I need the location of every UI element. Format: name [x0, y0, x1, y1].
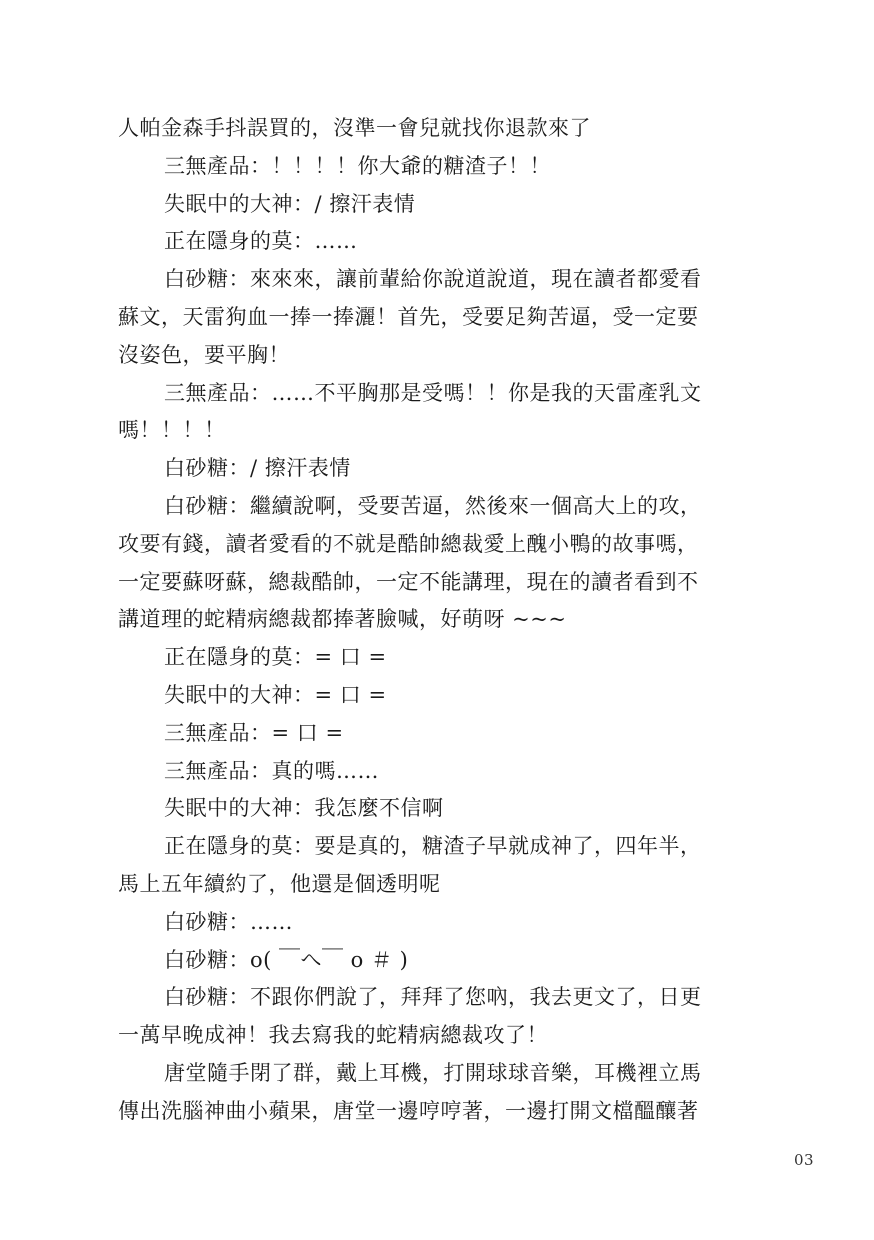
text-line: 白砂糖：…… [164, 909, 293, 934]
text-line: 白砂糖：/ 擦汗表情 [164, 456, 351, 481]
text-line: 白砂糖：來來來，讓前輩給你說道說道，現在讀者都愛看 [164, 267, 702, 292]
text-line: 蘇文，天雷狗血一捧一捧灑！首先，受要足夠苦逼，受一定要 [118, 304, 699, 329]
text-line: 沒姿色，要平胸！ [118, 342, 290, 367]
text-line: 三無產品：= 口 = [164, 720, 344, 745]
page-number: 03 [794, 1151, 815, 1169]
text-line: 一萬早晚成神！我去寫我的蛇精病總裁攻了！ [118, 1023, 548, 1048]
text-line: 正在隱身的莫：要是真的，糖渣子早就成神了，四年半， [164, 834, 702, 859]
text-line: 失眠中的大神：= 口 = [164, 682, 387, 707]
text-line: 三無產品：！！！！你大爺的糖渣子！！ [164, 153, 551, 178]
text-line: 一定要蘇呀蘇，總裁酷帥，一定不能講理，現在的讀者看到不 [118, 569, 699, 594]
text-line: 馬上五年續約了，他還是個透明呢 [118, 871, 441, 896]
text-line: 白砂糖：繼續說啊，受要苦逼，然後來一個高大上的攻， [164, 493, 702, 518]
text-line: 攻要有錢，讀者愛看的不就是酷帥總裁愛上醜小鴨的故事嗎， [118, 531, 699, 556]
text-line: 正在隱身的莫：= 口 = [164, 645, 387, 670]
text-line: 唐堂隨手閉了群，戴上耳機，打開球球音樂，耳機裡立馬 [164, 1060, 702, 1085]
text-line: 人帕金森手抖誤買的，沒準一會兒就找你退款來了 [118, 116, 591, 140]
text-line: 正在隱身的莫：…… [164, 229, 358, 254]
body-text [118, 110, 758, 1131]
text-line: 三無產品：真的嗎…… [164, 758, 379, 783]
text-line: 白砂糖：o( ￣へ￣ o ＃ ) [164, 947, 409, 972]
text-line: 三無產品：……不平胸那是受嗎！！你是我的天雷產乳文 [164, 380, 702, 405]
text-line: 嗎！！！！ [118, 418, 226, 443]
text-line: 講道理的蛇精病總裁都捧著臉喊，好萌呀 ~~~ [118, 607, 567, 632]
text-line: 失眠中的大神：我怎麼不信啊 [164, 796, 444, 821]
text-line: 白砂糖：不跟你們說了，拜拜了您吶，我去更文了，日更 [164, 985, 702, 1010]
text-line: 傳出洗腦神曲小蘋果，唐堂一邊哼哼著，一邊打開文檔醞釀著 [118, 1098, 699, 1123]
text-line: 失眠中的大神：/ 擦汗表情 [164, 191, 416, 216]
